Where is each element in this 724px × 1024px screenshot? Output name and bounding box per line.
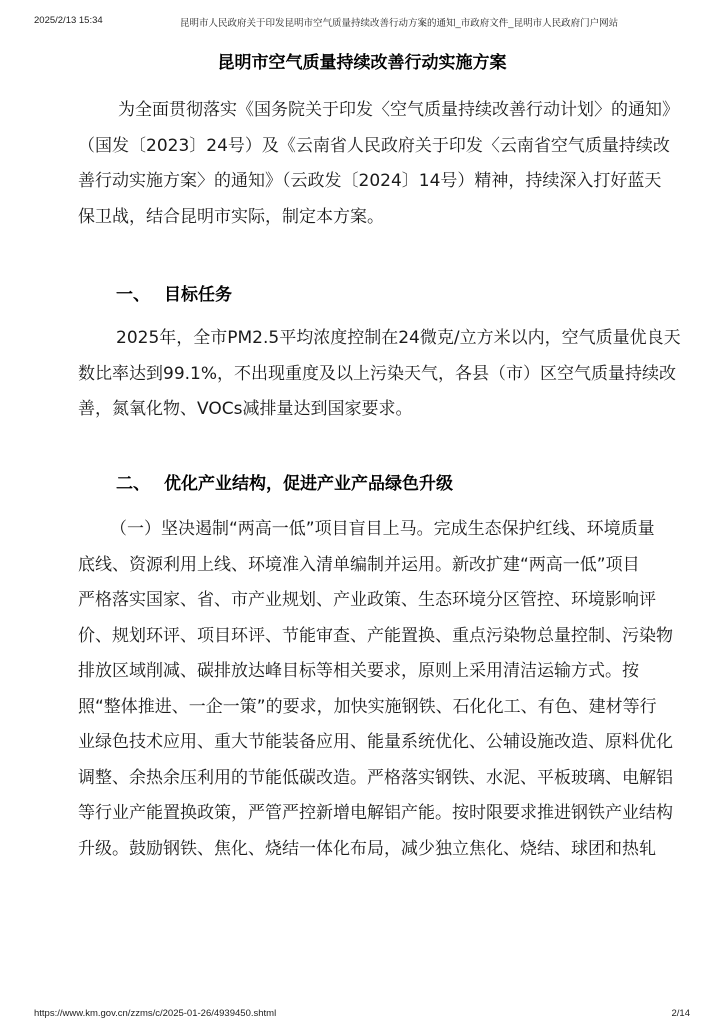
- intro-paragraph: [118, 93, 724, 129]
- section1-line: 善，氮氧化物、VOCs减排量达到国家要求。: [78, 399, 413, 419]
- section2-line: 严格落实国家、省、市产业规划、产业政策、生态环境分区管控、环境影响评: [78, 590, 656, 610]
- section2-line: 等行业产能置换政策，严管严控新增电解铝产能。按时限要求推进钢铁产业结构: [78, 803, 673, 823]
- print-datetime: 2025/2/13 15:34: [34, 15, 103, 26]
- section2-line: 价、规划环评、项目环评、节能审查、产能置换、重点污染物总量控制、污染物: [78, 625, 673, 646]
- page-indicator: 2/14: [671, 1008, 690, 1019]
- section2-line: 调整、余热余压利用的节能低碳改造。严格落实钢铁、水泥、平板玻璃、电解铝: [78, 767, 673, 788]
- intro-paragraph-cont: [78, 129, 724, 236]
- intro-line: （国发〔2023〕24号）及《云南省人民政府关于印发〈云南省空气质量持续改: [78, 135, 670, 156]
- section2-line: （一）坚决遏制“两高一低”项目盲目上马。完成生态保护红线、环境质量: [110, 519, 655, 539]
- section-title: 目标任务: [164, 285, 232, 305]
- section-number: 一、: [116, 285, 150, 305]
- section1-line: 2025年，全市PM2.5平均浓度控制在24微克/立方米以内，空气质量优良天: [116, 328, 681, 348]
- section2-paragraph-cont: [78, 548, 724, 868]
- section2-line: 底线、资源利用上线、环境准入清单编制并运用。新改扩建“两高一低”项目: [78, 554, 640, 575]
- print-page-title: 昆明市人民政府关于印发昆明市空气质量持续改善行动方案的通知_市政府文件_昆明市人民政府门户网站: [180, 18, 619, 29]
- section-title: 优化产业结构，促进产业产品绿色升级: [164, 474, 453, 494]
- intro-line: 善行动实施方案〉的通知》（云政发〔2024〕14号）精神，持续深入打好蓝天: [78, 171, 662, 191]
- section1-paragraph: [116, 321, 724, 357]
- section1-paragraph-cont: [78, 357, 724, 428]
- document-title: 昆明市空气质量持续改善行动实施方案: [217, 53, 507, 73]
- print-footer: [0, 1008, 724, 1022]
- intro-line: 为全面贯彻落实《国务院关于印发〈空气质量持续改善行动计划〉的通知》: [118, 100, 679, 120]
- section-heading-2: [116, 469, 453, 494]
- section-number: 二、: [116, 474, 150, 494]
- section2-line: 业绿色技术应用、重大节能装备应用、能量系统优化、公辅设施改造、原料优化: [78, 732, 673, 752]
- section2-line: 升级。鼓励钢铁、焦化、烧结一体化布局，减少独立焦化、烧结、球团和热轧: [78, 838, 656, 859]
- intro-line: 保卫战，结合昆明市实际，制定本方案。: [78, 206, 384, 227]
- section2-line: 排放区域削减、碳排放达峰目标等相关要求，原则上采用清洁运输方式。按: [78, 661, 639, 681]
- section-heading-1: [116, 280, 232, 305]
- section1-line: 数比率达到99.1%，不出现重度及以上污染天气，各县（市）区空气质量持续改: [78, 363, 677, 384]
- section2-paragraph: [110, 512, 724, 548]
- page-url: https://www.km.gov.cn/zzms/c/2025-01-26/4939450.shtml: [34, 1008, 277, 1019]
- section2-line: 照“整体推进、一企一策”的要求，加快实施钢铁、石化化工、有色、建材等行: [78, 696, 657, 717]
